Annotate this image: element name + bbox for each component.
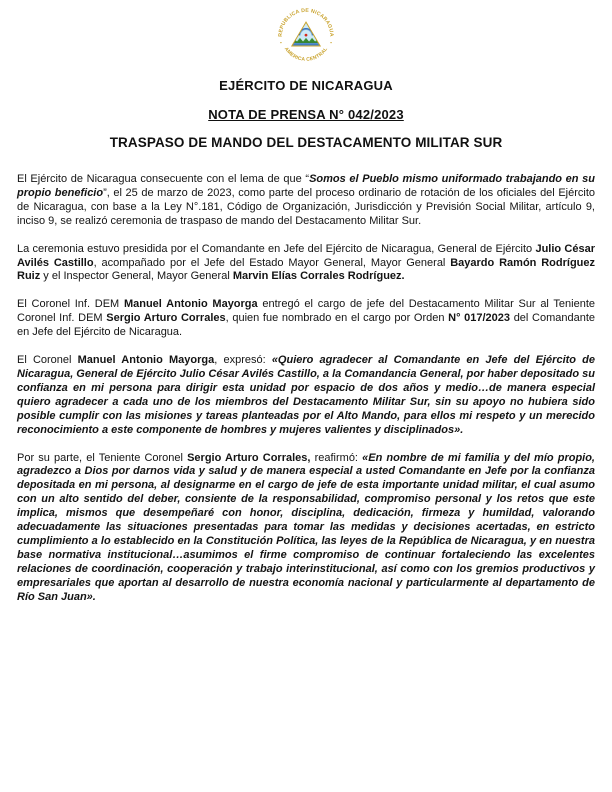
paragraph: [17, 243, 595, 285]
text-run: y el Inspector General, Mayor General: [40, 270, 233, 283]
text-run: Julio César Avilés Castillo: [17, 242, 595, 269]
text-run: N° 017/2023: [448, 312, 511, 325]
text-run: , quien fue nombrado en el cargo por Orden: [225, 312, 449, 325]
text-run: La ceremonia estuvo presidida por el Comandante en Jefe del Ejército de Nicaragua, General de Ejército: [17, 242, 536, 255]
text-run: , acompañado por el Jefe del Estado Mayor General, Mayor General: [93, 256, 451, 269]
emblem-triangle-interior: [290, 22, 321, 47]
emblem-bottom-text: AMERICA CENTRAL: [282, 46, 330, 63]
text-run: Manuel Antonio Mayorga: [123, 298, 258, 311]
nicaragua-coat-of-arms-icon: [275, 7, 337, 65]
text-run: , expresó:: [214, 354, 272, 367]
paragraph: [17, 452, 595, 605]
text-run: reafirmó:: [310, 451, 363, 464]
text-run: El Coronel Inf. DEM: [17, 298, 124, 311]
emblem-top-text: REPUBLICA DE NICARAGUA: [277, 7, 335, 37]
emblem-container: [0, 0, 612, 70]
press-note-number: NOTA DE PRENSA N° 042/2023: [208, 107, 404, 122]
text-run: Sergio Arturo Corrales,: [187, 451, 311, 464]
text-run: ”, el 25 de marzo de 2023, como parte del proceso ordinario de rotación de los oficiales del Ejército de Nicaragua, con base a la Ley N°.181, Código de Organización, Jurisdicción y Previsión Social Militar, artículo 9, inciso 9, se realizó ceremonia de traspaso de mando del Destacamento Militar Sur.: [17, 186, 596, 227]
paragraph: [17, 173, 595, 229]
text-run: Marvin Elías Corrales Rodríguez.: [232, 270, 405, 283]
document-body: [17, 173, 595, 604]
text-run: El Coronel: [17, 354, 78, 367]
paragraph: [17, 298, 595, 340]
document-subject: TRASPASO DE MANDO DEL DESTACAMENTO MILITAR SUR: [109, 135, 503, 150]
text-run: Sergio Arturo Corrales: [106, 312, 226, 325]
emblem-separator-dot: [280, 42, 281, 43]
text-run: «En nombre de mi familia y del mío propio, agradezco a Dios por darnos vida y salud y de manera especial a usted Comandante en Jefe por la confianza depositada en mi persona, al designarme en el cargo de jefe de esta importante unidad militar, el cual asumo con un alto sentido del deber, consiente de la responsabilidad, compromiso personal y los retos que este implica, mismos que desempeñaré con honor, disciplina, dedicación, firmeza y humildad, valorando adecuadamente las situaciones presentadas para tomar las medidas y decisiones acertadas, en estricto cumplimiento a lo establecido en la Constitución Política, las leyes de la República de Nicaragua, y en nuestra base normativa institucional…asumimos el firme compromiso de continuar fortaleciendo las excelentes relaciones de coordinación, cooperación y trabajo interinstitucional, así como con los gremios productivos y empresariales que aportan al desarrollo de nuestra economía nacional y particularmente al departamento de Río San Juan».: [17, 451, 595, 603]
text-run: Manuel Antonio Mayorga: [77, 354, 215, 367]
text-run: Bayardo Ramón Rodríguez Ruiz: [17, 256, 596, 283]
text-run: Somos el Pueblo mismo uniformado trabajando en su propio beneficio: [17, 173, 595, 199]
text-run: Por su parte, el Teniente Coronel: [17, 451, 188, 464]
paragraph: [17, 354, 595, 437]
svg-text:AMERICA CENTRAL: [283, 46, 329, 63]
text-run: El Ejército de Nicaragua consecuente con el lema de que “: [17, 173, 310, 185]
emblem-separator-dot: [330, 42, 331, 43]
text-run: entregó el cargo de jefe del Destacamento Militar Sur al Teniente Coronel Inf. DEM: [17, 298, 595, 325]
institution-title: EJÉRCITO DE NICARAGUA: [219, 78, 393, 93]
text-run: del Comandante en Jefe del Ejército de Nicaragua.: [17, 312, 596, 339]
text-run: «Quiero agradecer al Comandante en Jefe del Ejército de Nicaragua, General de Ejército Julio César Avilés Castillo, a la Comandancia General, por haber depositado su confianza en mi persona para dirigir esta unidad por espacio de dos años y medio…de manera especial quiero agradecer a cada uno de los miembros del Destacamento Militar Sur, sin su apoyo no hubiera sido posible cumplir con las misiones y tareas planteadas por el Alto Mando, para ellos mi respeto y un merecido reconocimiento a este componente de hombres y mujeres valientes y disciplinados».: [17, 354, 596, 436]
